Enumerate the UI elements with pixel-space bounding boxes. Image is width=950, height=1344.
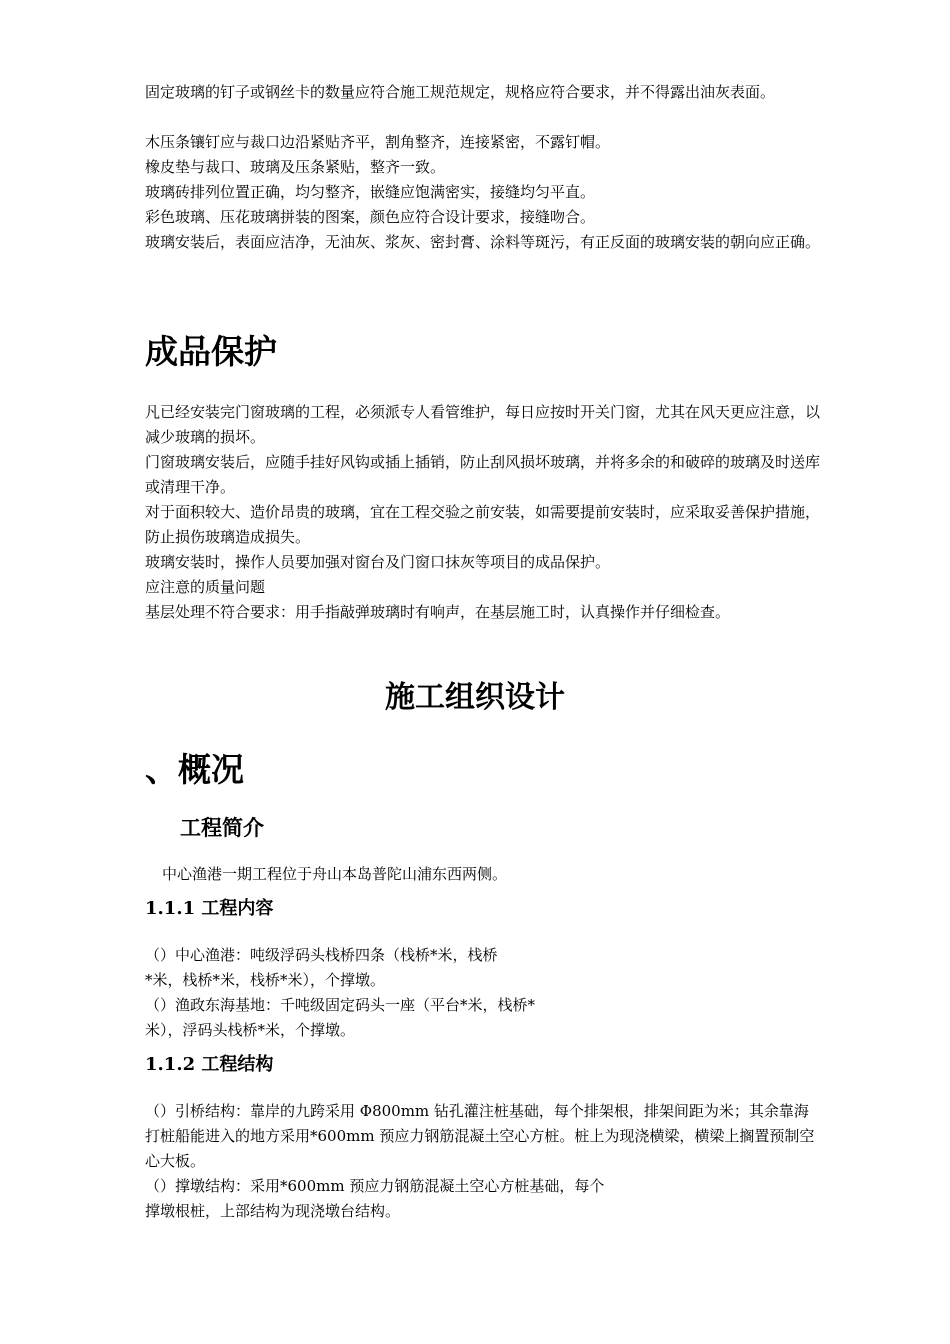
heading-overview: 、概况 — [145, 750, 244, 789]
heading-project-intro: 工程简介 — [180, 816, 264, 840]
line-structure-2: 撑墩根桩，上部结构为现浇墩台结构。 — [145, 1202, 401, 1220]
paragraph-project-intro: 中心渔港一期工程位于舟山本岛普陀山浦东西两侧。 — [162, 865, 508, 883]
paragraph-quality-issues: 应注意的质量问题 — [145, 578, 266, 596]
paragraph-glass-brick: 玻璃砖排列位置正确，均匀整齐，嵌缝应饱满密实，接缝均匀平直。 — [145, 183, 596, 201]
paragraph-protection-4: 玻璃安装时，操作人员要加强对窗台及门窗口抹灰等项目的成品保护。 — [145, 553, 611, 571]
heading-project-structure: 1.1.2 工程结构 — [145, 1054, 274, 1075]
line-content-2: *米，栈桥*米，栈桥*米），个撑墩。 — [145, 971, 386, 989]
heading-product-protection: 成品保护 — [145, 332, 277, 371]
paragraph-glass-fixing: 固定玻璃的钉子或钢丝卡的数量应符合施工规范规定，规格应符合要求，并不得露出油灰表面。 — [145, 83, 776, 101]
line-content-3: （）渔政东海基地：千吨级固定码头一座（平台*米，栈桥* — [145, 996, 536, 1014]
paragraph-glass-clean: 玻璃安装后，表面应洁净，无油灰、浆灰、密封膏、涂料等斑污，有正反面的玻璃安装的朝向应正确。 — [145, 233, 821, 251]
heading-project-content: 1.1.1 工程内容 — [145, 898, 274, 919]
line-content-4: 米），浮码头栈桥*米，个撑墩。 — [145, 1021, 356, 1039]
line-structure-1: （）撑墩结构：采用*600mm 预应力钢筋混凝土空心方桩基础，每个 — [145, 1177, 605, 1195]
paragraph-protection-1: 凡已经安装完门窗玻璃的工程，必须派专人看管维护，每日应按时开关门窗，尤其在风天更应注意，以减少玻璃的损坏。 — [145, 403, 821, 446]
line-content-1: （）中心渔港：吨级浮码头栈桥四条（栈桥*米，栈桥 — [145, 946, 498, 964]
paragraph-base-treatment: 基层处理不符合要求：用手指敲弹玻璃时有响声，在基层施工时，认真操作并仔细检查。 — [145, 603, 731, 621]
paragraph-color-glass: 彩色玻璃、压花玻璃拼装的图案，颜色应符合设计要求，接缝吻合。 — [145, 208, 596, 226]
paragraph-wood-strip: 木压条镶钉应与裁口边沿紧贴齐平，割角整齐，连接紧密，不露钉帽。 — [145, 133, 611, 151]
paragraph-rubber-pad: 橡皮垫与裁口、玻璃及压条紧贴，整齐一致。 — [145, 158, 446, 176]
paragraph-bridge-structure: （）引桥结构：靠岸的九跨采用 Φ800mm 钻孔灌注桩基础，每个排架根，排架间距为米；其余靠海打桩船能进入的地方采用*600mm 预应力钢筋混凝土空心方桩。桩上为现浇横梁，横梁上搁置预制空心大板。 — [145, 1102, 815, 1170]
paragraph-protection-3: 对于面积较大、造价昂贵的玻璃，宜在工程交验之前安装，如需要提前安装时，应采取妥善保护措施，防止损伤玻璃造成损失。 — [145, 503, 821, 546]
document-title: 施工组织设计 — [385, 680, 565, 715]
paragraph-protection-2: 门窗玻璃安装后，应随手挂好风钩或插上插销，防止刮风损坏玻璃，并将多余的和破碎的玻璃及时送库或清理干净。 — [145, 453, 821, 496]
